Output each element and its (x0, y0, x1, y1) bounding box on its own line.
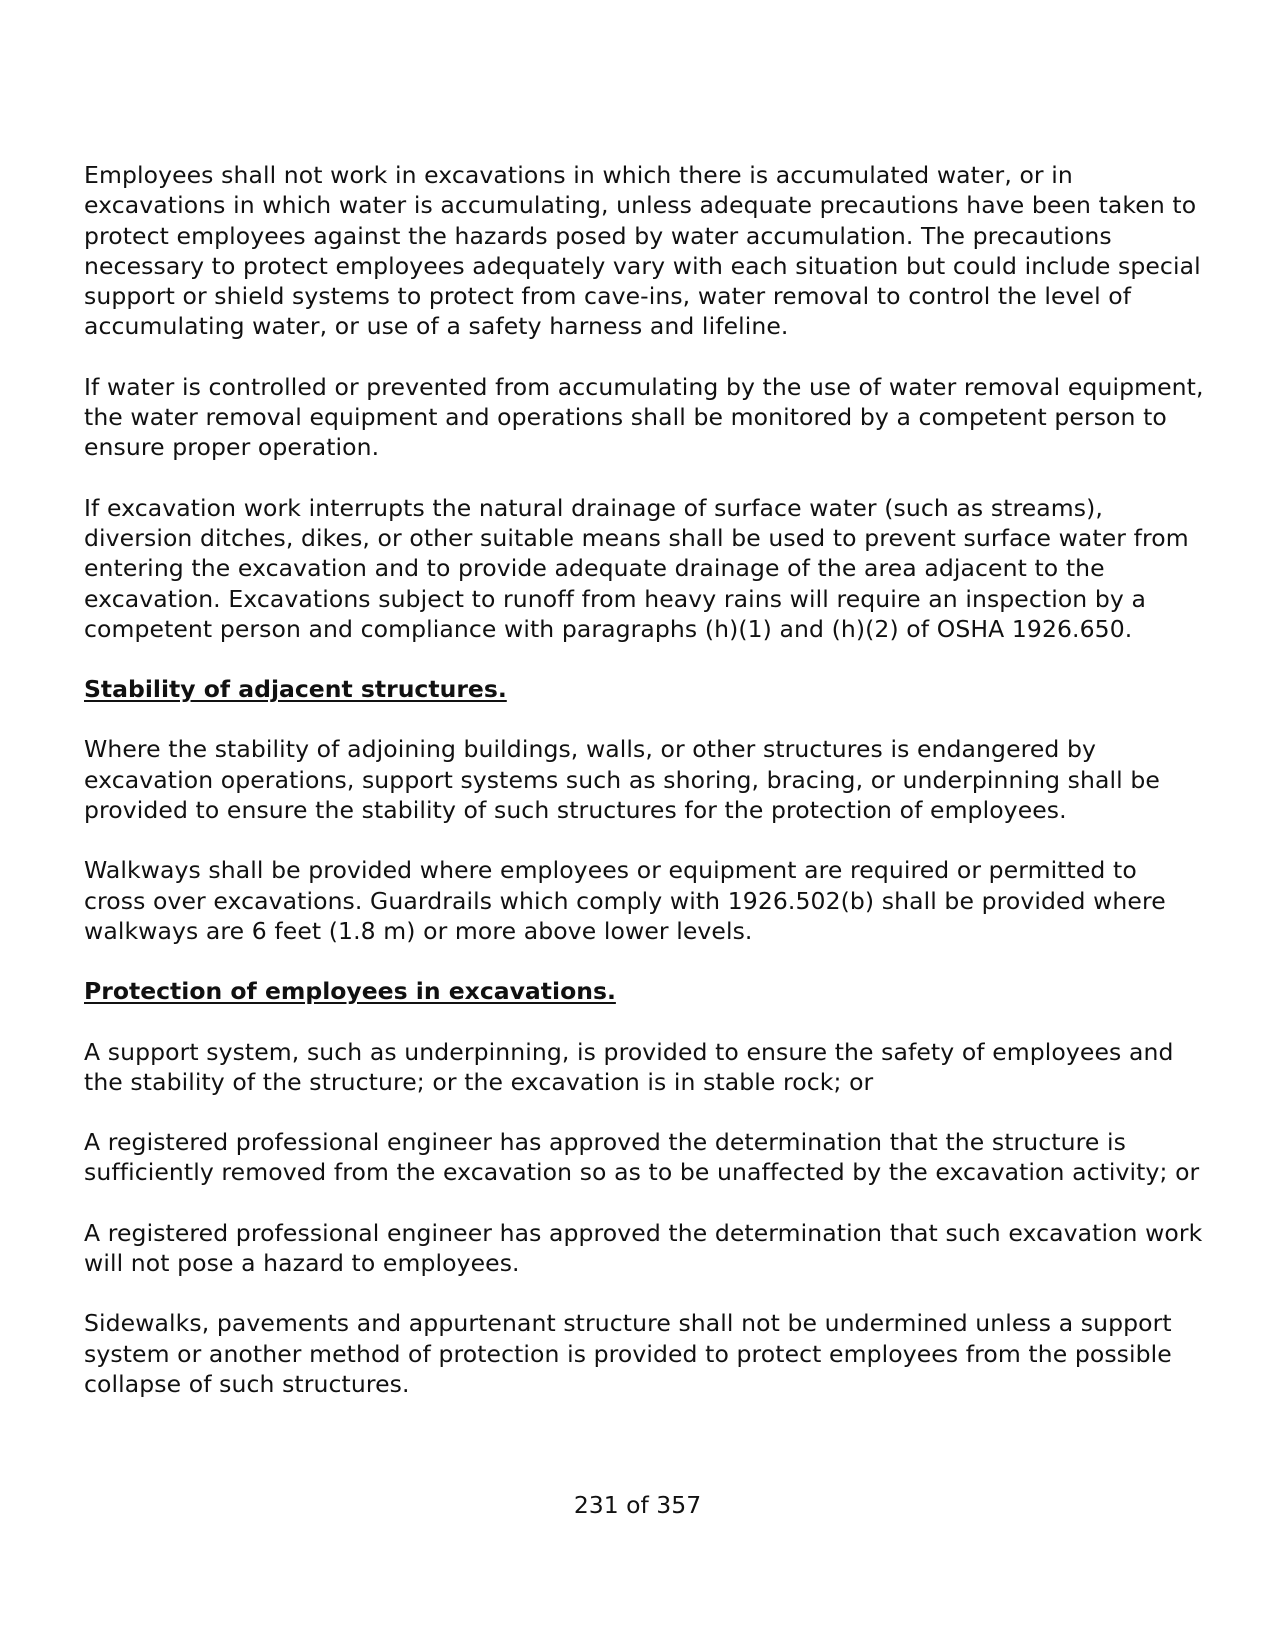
paragraph-walkways: Walkways shall be provided where employees or equipment are required or permitted to cross over excavations. Guardrails which comply with 1926.502(b) shall be provided where walkways are 6 feet (1.8 m) or more above lower levels. (84, 856, 1166, 945)
page-number: 231 of 357 (573, 1491, 702, 1519)
paragraph-sidewalks: Sidewalks, pavements and appurtenant structure shall not be undermined unless a support system or another method of protection is provided to protect employees from the possible collapse of such structures. (84, 1309, 1172, 1398)
section-heading-protection: Protection of employees in excavations. (84, 977, 616, 1006)
section-heading-stability: Stability of adjacent structures. (84, 675, 507, 704)
paragraph-adjoining-structures: Where the stability of adjoining buildings, walls, or other structures is endangered by excavation operations, support systems such as shoring, bracing, or underpinning shall be provided to ensure the stability of such structures for the protection of employees. (84, 735, 1160, 825)
paragraph-water-removal-equipment: If water is controlled or prevented from accumulating by the use of water removal equipment, the water removal equipment and operations shall be monitored by a competent person to ensure proper operation. (84, 372, 1204, 462)
document-body (84, 160, 1204, 1429)
paragraph-accumulated-water: Employees shall not work in excavations in which there is accumulated water, or in excavations in which water is accumulating, unless adequate precautions have been taken to protect employees against the hazards posed by water accumulation. The precautions necessary to protect employees adequately vary with each situation but could include special support or shield systems to protect from cave-ins, water removal to control the level of accumulating water, or use of a safety harness and lifeline. (84, 161, 1201, 341)
paragraph-engineer-removed: A registered professional engineer has approved the determination that the structure is sufficiently removed from the excavation so as to be unaffected by the excavation activity; or (84, 1128, 1200, 1187)
paragraph-surface-water-drainage: If excavation work interrupts the natural drainage of surface water (such as streams), diversion ditches, dikes, or other suitable means shall be used to prevent surface water from entering the excavation and to provide adequate drainage of the area adjacent to the excavation. Excavations subject to runoff from heavy rains will require an inspection by a competent person and compliance with paragraphs (h)(1) and (h)(2) of OSHA 1926.650. (84, 493, 1189, 643)
paragraph-engineer-no-hazard: A registered professional engineer has approved the determination that such excavation work will not pose a hazard to employees. (84, 1218, 1203, 1278)
paragraph-support-system: A support system, such as underpinning, is provided to ensure the safety of employees and the stability of the structure; or the excavation is in stable rock; or (84, 1037, 1174, 1096)
